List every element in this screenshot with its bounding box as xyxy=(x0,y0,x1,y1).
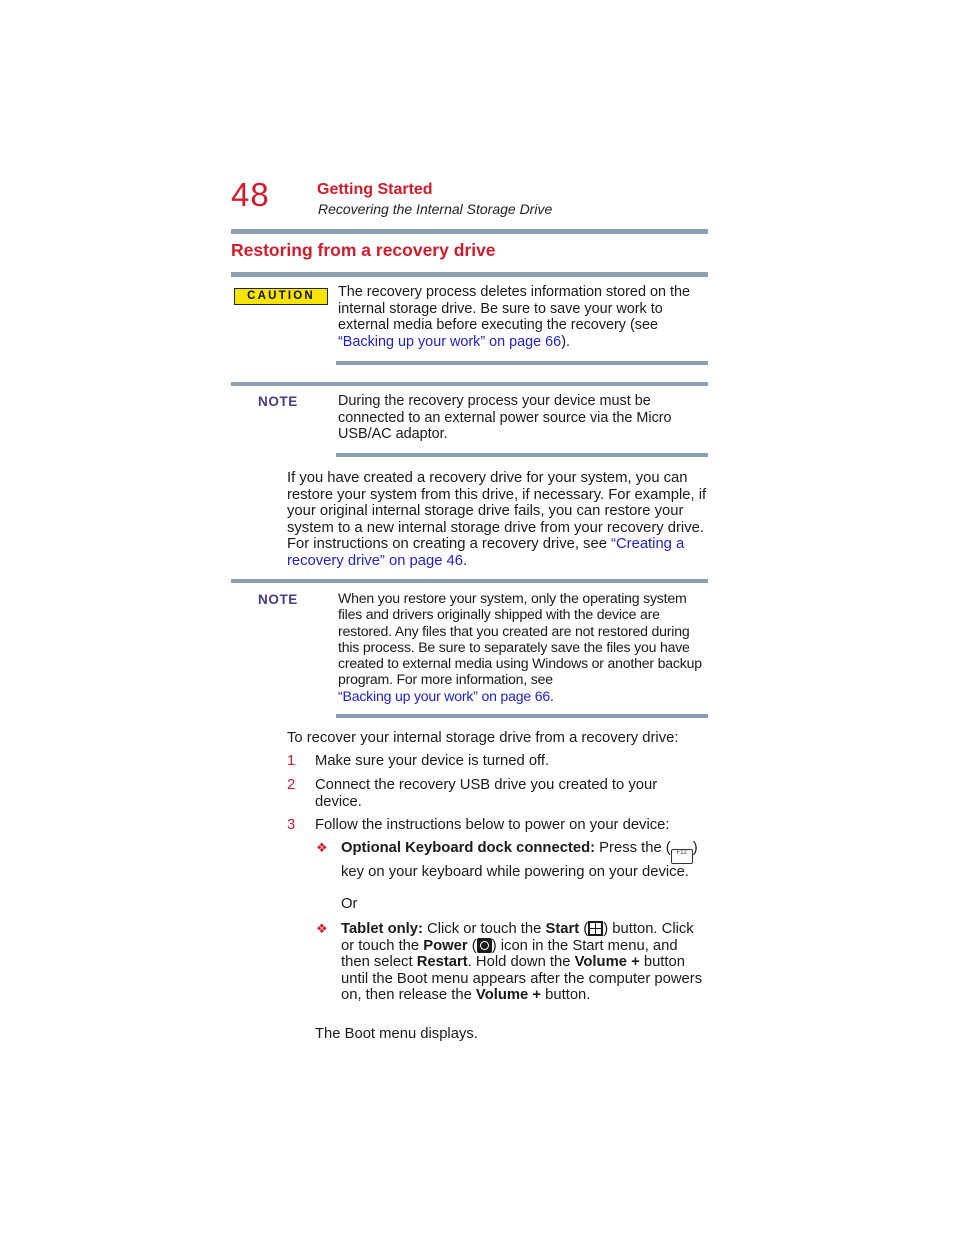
bullet-diamond-icon: ❖ xyxy=(316,840,328,855)
step-text: Make sure your device is turned off. xyxy=(315,753,550,769)
or-text: Or xyxy=(341,896,358,912)
note2-end: . xyxy=(549,687,554,704)
header-rule xyxy=(231,229,708,234)
bullet2-text: ( xyxy=(467,937,477,954)
note2-top-rule xyxy=(231,579,708,583)
bullet1-text: Press the ( xyxy=(595,840,671,856)
page-number: 48 xyxy=(231,176,270,213)
windows-start-icon xyxy=(588,921,603,936)
bullet2-text: button until the Boot menu appears after the computer powers on, then release the xyxy=(341,954,703,1003)
note1-label: NOTE xyxy=(258,394,298,409)
paragraph-restore xyxy=(287,470,707,569)
bullet2-text: button. xyxy=(541,987,591,1003)
bullet2-bold: Tablet only: xyxy=(341,921,423,937)
note2-link[interactable]: “Backing up your work” on page 66 xyxy=(338,687,550,704)
volume-label: Volume + xyxy=(574,954,640,970)
step-number: 3 xyxy=(287,817,296,833)
caution-text xyxy=(338,284,706,350)
bullet-diamond-icon: ❖ xyxy=(316,921,328,936)
start-label: Start xyxy=(545,921,580,937)
note1-top-rule xyxy=(231,382,708,386)
step-number: 2 xyxy=(287,777,296,793)
note1-bottom-rule xyxy=(336,453,708,457)
caution-body: The recovery process deletes information stored on the internal storage drive. Be sure to save your work to external media before executing the recovery (see xyxy=(338,284,690,334)
caution-rule xyxy=(336,361,708,365)
caution-badge: CAUTION xyxy=(234,288,328,305)
restart-label: Restart xyxy=(416,954,468,970)
bullet-tablet-only xyxy=(341,921,707,1004)
chapter-title: Getting Started xyxy=(317,181,433,198)
paragraph-text: If you have created a recovery drive for your system, you can restore your system from this drive, if necessary. For example, if your original internal storage drive fails, you can restore your system to a new internal storage drive from your recovery drive. For instructions on creating a recovery drive, see xyxy=(287,470,707,552)
note2-text xyxy=(338,590,708,704)
section-rule xyxy=(231,272,708,277)
bullet2-text: Click or touch the xyxy=(422,921,546,937)
volume-label: Volume + xyxy=(475,987,542,1003)
keyboard-key-icon: F12 xyxy=(671,849,693,864)
step-number: 1 xyxy=(287,753,296,769)
caution-text-end: ). xyxy=(561,333,570,350)
note2-label: NOTE xyxy=(258,592,298,607)
power-icon xyxy=(477,938,492,953)
bullet1-bold: Optional Keyboard dock connected: xyxy=(341,840,596,856)
step-text: Connect the recovery USB drive you created to your device. xyxy=(315,777,658,810)
section-title: Restoring from a recovery drive xyxy=(231,240,496,260)
bullet-keyboard-dock xyxy=(341,840,707,881)
paragraph-end: . xyxy=(463,552,468,569)
bullet2-text: . Hold down the xyxy=(467,954,575,970)
section-subtitle: Recovering the Internal Storage Drive xyxy=(318,201,553,217)
power-label: Power xyxy=(423,937,468,954)
bullet2-text: ( xyxy=(579,921,589,937)
creating-recovery-link[interactable]: “Creating a recovery drive” on page 46 xyxy=(287,536,685,569)
caution-link[interactable]: “Backing up your work” on page 66 xyxy=(338,333,562,350)
note2-bottom-rule xyxy=(336,714,708,718)
bullet1-text-end: ) key on your keyboard while powering on your device. xyxy=(341,840,698,880)
bullet2-text: ) button. Click or touch the xyxy=(341,921,694,954)
note1-text: During the recovery process your device must be connected to an external power source via the Micro USB/AC adaptor. xyxy=(338,393,672,443)
note2-body: When you restore your system, only the operating system files and drivers originally shipped with the device are restored. Any files that you created are not restored during this process. Be sure to separately save the files you have created to external media using Windows or another backup program. For more information, see xyxy=(338,590,702,688)
step-text: Follow the instructions below to power on your device: xyxy=(315,817,670,833)
steps-intro: To recover your internal storage drive from a recovery drive: xyxy=(287,730,679,746)
closing-text: The Boot menu displays. xyxy=(315,1026,478,1042)
bullet2-text: ) icon in the Start menu, and then select xyxy=(341,937,678,970)
